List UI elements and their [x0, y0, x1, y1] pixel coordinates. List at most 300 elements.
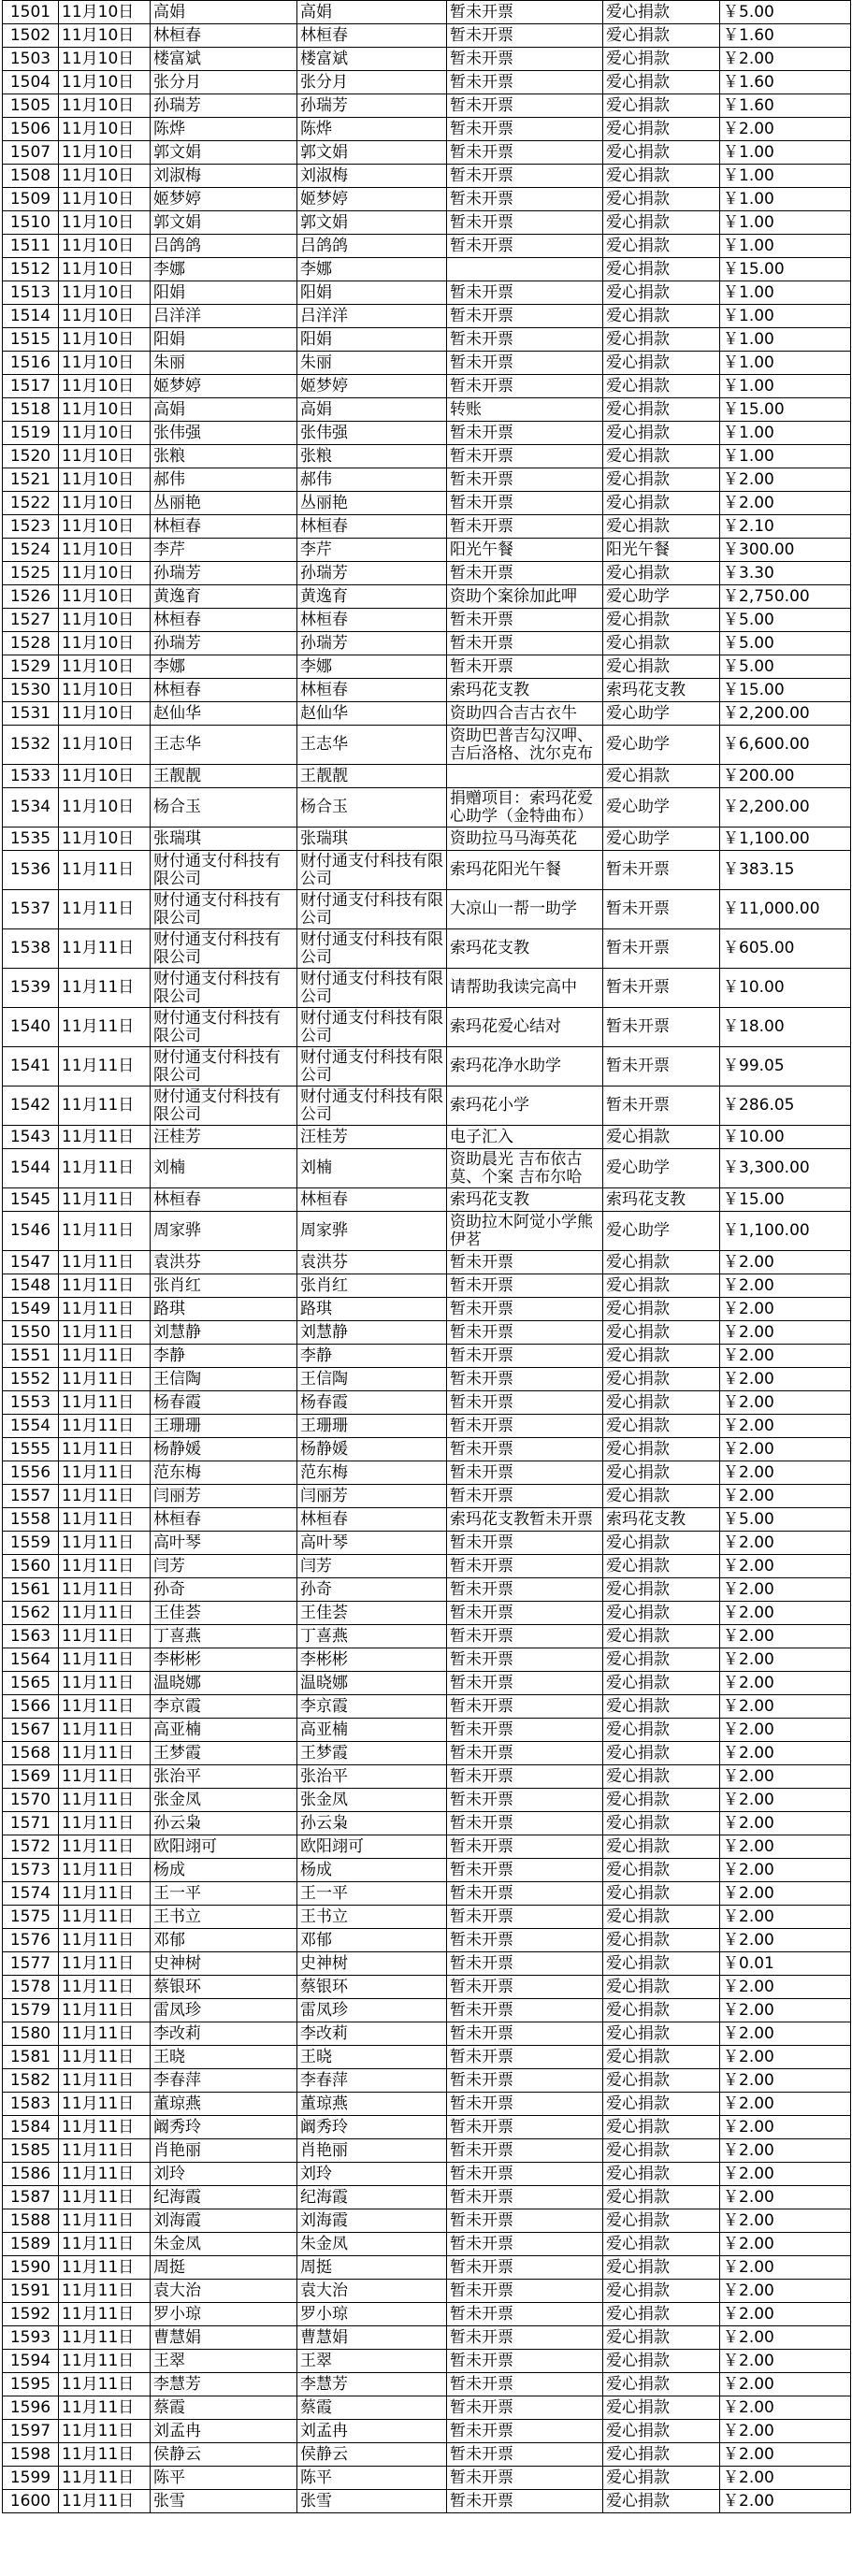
category-cell: 爱心捐款	[603, 562, 720, 585]
payer-name-cell: 丁喜燕	[297, 1625, 447, 1648]
note-cell: 暂未开票	[447, 188, 603, 211]
date-cell: 11月11日	[59, 1188, 151, 1212]
amount-cell: ￥286.05	[720, 1087, 851, 1126]
note-cell: 索玛花阳光午餐	[447, 851, 603, 890]
payer-name-cell: 张瑞琪	[297, 827, 447, 851]
note-cell: 电子汇入	[447, 1126, 603, 1149]
row-number-cell: 1583	[3, 2093, 59, 2116]
table-row	[3, 1274, 851, 1298]
payer-name-cell: 邓郁	[297, 1929, 447, 1952]
note-cell: 暂未开票	[447, 1906, 603, 1929]
table-row	[3, 1578, 851, 1602]
row-number-cell: 1586	[3, 2163, 59, 2186]
amount-cell: ￥2.00	[720, 2116, 851, 2139]
date-cell: 11月11日	[59, 1835, 151, 1859]
row-number-cell: 1579	[3, 1999, 59, 2022]
donor-name-cell: 吕鸽鸽	[151, 235, 297, 258]
note-cell: 暂未开票	[447, 1929, 603, 1952]
donor-name-cell: 杨合玉	[151, 788, 297, 827]
date-cell: 11月10日	[59, 679, 151, 702]
donor-name-cell: 邓郁	[151, 1929, 297, 1952]
note-cell: 暂未开票	[447, 1461, 603, 1485]
table-row	[3, 258, 851, 281]
table-row	[3, 2280, 851, 2303]
donor-name-cell: 高亚楠	[151, 1719, 297, 1742]
table-row	[3, 1087, 851, 1126]
date-cell: 11月10日	[59, 188, 151, 211]
category-cell: 爱心捐款	[603, 2280, 720, 2303]
category-cell: 爱心捐款	[603, 352, 720, 375]
amount-cell: ￥1.00	[720, 352, 851, 375]
table-row	[3, 1212, 851, 1251]
donor-name-cell: 袁大治	[151, 2280, 297, 2303]
donor-name-cell: 李静	[151, 1345, 297, 1368]
category-cell: 暂未开票	[603, 851, 720, 890]
category-cell: 爱心捐款	[603, 1695, 720, 1719]
table-row	[3, 1672, 851, 1695]
table-row	[3, 2233, 851, 2256]
category-cell: 爱心捐款	[603, 468, 720, 492]
date-cell: 11月10日	[59, 281, 151, 305]
note-cell: 暂未开票	[447, 1859, 603, 1882]
row-number-cell: 1574	[3, 1882, 59, 1906]
table-row	[3, 765, 851, 788]
date-cell: 11月11日	[59, 969, 151, 1008]
category-cell: 爱心捐款	[603, 1719, 720, 1742]
donor-name-cell: 王一平	[151, 1882, 297, 1906]
date-cell: 11月11日	[59, 2490, 151, 2513]
date-cell: 11月11日	[59, 1578, 151, 1602]
category-cell: 爱心捐款	[603, 1274, 720, 1298]
table-row	[3, 1149, 851, 1188]
amount-cell: ￥11,000.00	[720, 890, 851, 929]
row-number-cell: 1550	[3, 1321, 59, 1345]
payer-name-cell: 财付通支付科技有限公司	[297, 1008, 447, 1047]
note-cell: 暂未开票	[447, 1602, 603, 1625]
category-cell: 爱心捐款	[603, 1765, 720, 1789]
table-row	[3, 1976, 851, 1999]
note-cell: 暂未开票	[447, 1695, 603, 1719]
row-number-cell: 1581	[3, 2046, 59, 2069]
note-cell: 索玛花支教	[447, 929, 603, 969]
payer-name-cell: 张伟强	[297, 422, 447, 445]
payer-name-cell: 郝伟	[297, 468, 447, 492]
row-number-cell: 1552	[3, 1368, 59, 1391]
donor-name-cell: 董琼燕	[151, 2093, 297, 2116]
row-number-cell: 1571	[3, 1812, 59, 1835]
category-cell: 爱心捐款	[603, 1882, 720, 1906]
date-cell: 11月10日	[59, 24, 151, 48]
row-number-cell: 1600	[3, 2490, 59, 2513]
row-number-cell: 1565	[3, 1672, 59, 1695]
category-cell: 爱心捐款	[603, 1391, 720, 1415]
note-cell: 暂未开票	[447, 328, 603, 352]
amount-cell: ￥2.00	[720, 2046, 851, 2069]
amount-cell: ￥5.00	[720, 1508, 851, 1532]
date-cell: 11月10日	[59, 48, 151, 71]
table-row	[3, 2490, 851, 2513]
row-number-cell: 1563	[3, 1625, 59, 1648]
table-row	[3, 188, 851, 211]
table-row	[3, 1188, 851, 1212]
amount-cell: ￥15.00	[720, 258, 851, 281]
date-cell: 11月10日	[59, 422, 151, 445]
amount-cell: ￥2.00	[720, 1485, 851, 1508]
category-cell: 爱心助学	[603, 585, 720, 609]
payer-name-cell: 张金凤	[297, 1789, 447, 1812]
payer-name-cell: 财付通支付科技有限公司	[297, 969, 447, 1008]
payer-name-cell: 杨静媛	[297, 1438, 447, 1461]
table-row	[3, 281, 851, 305]
category-cell: 爱心捐款	[603, 2350, 720, 2373]
category-cell: 爱心捐款	[603, 1648, 720, 1672]
date-cell: 11月11日	[59, 2233, 151, 2256]
row-number-cell: 1567	[3, 1719, 59, 1742]
note-cell: 暂未开票	[447, 1415, 603, 1438]
note-cell: 暂未开票	[447, 2233, 603, 2256]
category-cell: 爱心捐款	[603, 2490, 720, 2513]
payer-name-cell: 阳娟	[297, 328, 447, 352]
category-cell: 爱心捐款	[603, 2233, 720, 2256]
amount-cell: ￥2.00	[720, 1648, 851, 1672]
donor-name-cell: 阳娟	[151, 328, 297, 352]
note-cell: 暂未开票	[447, 94, 603, 118]
note-cell: 暂未开票	[447, 2396, 603, 2420]
amount-cell: ￥1.00	[720, 328, 851, 352]
date-cell: 11月10日	[59, 71, 151, 94]
note-cell: 暂未开票	[447, 609, 603, 632]
table-row	[3, 1695, 851, 1719]
amount-cell: ￥1.60	[720, 94, 851, 118]
category-cell: 爱心捐款	[603, 48, 720, 71]
date-cell: 11月11日	[59, 2420, 151, 2443]
payer-name-cell: 阚秀玲	[297, 2116, 447, 2139]
row-number-cell: 1505	[3, 94, 59, 118]
table-row	[3, 1508, 851, 1532]
note-cell: 暂未开票	[447, 71, 603, 94]
payer-name-cell: 温晓娜	[297, 1672, 447, 1695]
row-number-cell: 1503	[3, 48, 59, 71]
amount-cell: ￥1.60	[720, 71, 851, 94]
note-cell: 暂未开票	[447, 1251, 603, 1274]
date-cell: 11月11日	[59, 2467, 151, 2490]
donor-name-cell: 王梦霞	[151, 1742, 297, 1765]
table-row	[3, 2069, 851, 2093]
note-cell: 索玛花净水助学	[447, 1047, 603, 1087]
category-cell: 爱心捐款	[603, 1602, 720, 1625]
note-cell: 暂未开票	[447, 2443, 603, 2467]
category-cell: 爱心捐款	[603, 2303, 720, 2326]
row-number-cell: 1598	[3, 2443, 59, 2467]
row-number-cell: 1507	[3, 141, 59, 165]
amount-cell: ￥2.00	[720, 2326, 851, 2350]
table-row	[3, 609, 851, 632]
amount-cell: ￥2.00	[720, 1672, 851, 1695]
payer-name-cell: 孙奇	[297, 1578, 447, 1602]
row-number-cell: 1596	[3, 2396, 59, 2420]
payer-name-cell: 高叶琴	[297, 1532, 447, 1555]
note-cell: 暂未开票	[447, 2022, 603, 2046]
donor-name-cell: 林桓春	[151, 1188, 297, 1212]
table-row	[3, 539, 851, 562]
category-cell: 爱心捐款	[603, 1126, 720, 1149]
donor-name-cell: 王书立	[151, 1906, 297, 1929]
table-row	[3, 1485, 851, 1508]
payer-name-cell: 肖艳丽	[297, 2139, 447, 2163]
payer-name-cell: 袁洪芬	[297, 1251, 447, 1274]
category-cell: 爱心捐款	[603, 2046, 720, 2069]
payer-name-cell: 罗小琼	[297, 2303, 447, 2326]
category-cell: 爱心助学	[603, 788, 720, 827]
row-number-cell: 1534	[3, 788, 59, 827]
note-cell: 暂未开票	[447, 375, 603, 398]
donor-name-cell: 闫芳	[151, 1555, 297, 1578]
payer-name-cell: 李改莉	[297, 2022, 447, 2046]
donor-name-cell: 郭文娟	[151, 141, 297, 165]
row-number-cell: 1548	[3, 1274, 59, 1298]
payer-name-cell: 杨成	[297, 1859, 447, 1882]
category-cell: 爱心捐款	[603, 609, 720, 632]
row-number-cell: 1523	[3, 515, 59, 539]
payer-name-cell: 史神树	[297, 1952, 447, 1976]
donor-name-cell: 李改莉	[151, 2022, 297, 2046]
date-cell: 11月10日	[59, 765, 151, 788]
amount-cell: ￥2,750.00	[720, 585, 851, 609]
payer-name-cell: 刘慧静	[297, 1321, 447, 1345]
category-cell: 爱心捐款	[603, 2443, 720, 2467]
table-row	[3, 702, 851, 726]
amount-cell: ￥2.00	[720, 48, 851, 71]
payer-name-cell: 张治平	[297, 1765, 447, 1789]
table-row	[3, 788, 851, 827]
amount-cell: ￥2.00	[720, 1298, 851, 1321]
donor-name-cell: 王佳荟	[151, 1602, 297, 1625]
payer-name-cell: 范东梅	[297, 1461, 447, 1485]
category-cell: 暂未开票	[603, 969, 720, 1008]
table-row	[3, 890, 851, 929]
row-number-cell: 1585	[3, 2139, 59, 2163]
date-cell: 11月11日	[59, 929, 151, 969]
payer-name-cell: 李娜	[297, 655, 447, 679]
payer-name-cell: 朱丽	[297, 352, 447, 375]
row-number-cell: 1525	[3, 562, 59, 585]
date-cell: 11月10日	[59, 702, 151, 726]
note-cell: 暂未开票	[447, 2303, 603, 2326]
payer-name-cell: 刘楠	[297, 1149, 447, 1188]
category-cell: 爱心捐款	[603, 1929, 720, 1952]
table-row	[3, 24, 851, 48]
category-cell: 爱心捐款	[603, 24, 720, 48]
category-cell: 爱心捐款	[603, 1789, 720, 1812]
amount-cell: ￥2.00	[720, 1625, 851, 1648]
donor-name-cell: 雷凤珍	[151, 1999, 297, 2022]
date-cell: 11月10日	[59, 235, 151, 258]
table-row	[3, 1765, 851, 1789]
category-cell: 爱心捐款	[603, 422, 720, 445]
table-row	[3, 2373, 851, 2396]
amount-cell: ￥2.00	[720, 492, 851, 515]
donor-name-cell: 李娜	[151, 258, 297, 281]
table-row	[3, 1251, 851, 1274]
date-cell: 11月11日	[59, 1251, 151, 1274]
amount-cell: ￥1.60	[720, 24, 851, 48]
donor-name-cell: 财付通支付科技有限公司	[151, 1008, 297, 1047]
row-number-cell: 1576	[3, 1929, 59, 1952]
row-number-cell: 1582	[3, 2069, 59, 2093]
table-row	[3, 1532, 851, 1555]
date-cell: 11月10日	[59, 258, 151, 281]
note-cell: 暂未开票	[447, 2046, 603, 2069]
category-cell: 爱心捐款	[603, 1461, 720, 1485]
payer-name-cell: 董琼燕	[297, 2093, 447, 2116]
note-cell: 暂未开票	[447, 1976, 603, 1999]
row-number-cell: 1551	[3, 1345, 59, 1368]
category-cell: 爱心捐款	[603, 1298, 720, 1321]
date-cell: 11月11日	[59, 1008, 151, 1047]
date-cell: 11月11日	[59, 1485, 151, 1508]
row-number-cell: 1529	[3, 655, 59, 679]
donor-name-cell: 范东梅	[151, 1461, 297, 1485]
amount-cell: ￥15.00	[720, 398, 851, 422]
payer-name-cell: 蔡霞	[297, 2396, 447, 2420]
payer-name-cell: 林桓春	[297, 679, 447, 702]
donor-name-cell: 王翠	[151, 2350, 297, 2373]
note-cell: 暂未开票	[447, 1882, 603, 1906]
donor-name-cell: 刘淑梅	[151, 165, 297, 188]
table-row	[3, 48, 851, 71]
note-cell: 暂未开票	[447, 24, 603, 48]
note-cell: 暂未开票	[447, 1672, 603, 1695]
date-cell: 11月11日	[59, 1321, 151, 1345]
amount-cell: ￥10.00	[720, 969, 851, 1008]
amount-cell: ￥15.00	[720, 679, 851, 702]
note-cell: 暂未开票	[447, 2280, 603, 2303]
payer-name-cell: 林桓春	[297, 1508, 447, 1532]
date-cell: 11月11日	[59, 2303, 151, 2326]
row-number-cell: 1549	[3, 1298, 59, 1321]
payer-name-cell: 纪海霞	[297, 2186, 447, 2209]
row-number-cell: 1572	[3, 1835, 59, 1859]
donor-name-cell: 高娟	[151, 398, 297, 422]
category-cell: 爱心捐款	[603, 375, 720, 398]
row-number-cell: 1511	[3, 235, 59, 258]
category-cell: 爱心捐款	[603, 1578, 720, 1602]
amount-cell: ￥1.00	[720, 422, 851, 445]
note-cell: 捐赠项目：索玛花爱心助学（金特曲布）	[447, 788, 603, 827]
amount-cell: ￥5.00	[720, 632, 851, 655]
category-cell: 爱心捐款	[603, 2069, 720, 2093]
date-cell: 11月11日	[59, 2396, 151, 2420]
donor-name-cell: 刘海霞	[151, 2209, 297, 2233]
note-cell: 暂未开票	[447, 281, 603, 305]
amount-cell: ￥1.00	[720, 188, 851, 211]
category-cell: 爱心捐款	[603, 328, 720, 352]
row-number-cell: 1562	[3, 1602, 59, 1625]
category-cell: 爱心捐款	[603, 1368, 720, 1391]
amount-cell: ￥2.00	[720, 2420, 851, 2443]
amount-cell: ￥2.00	[720, 2022, 851, 2046]
row-number-cell: 1541	[3, 1047, 59, 1087]
payer-name-cell: 陈烨	[297, 118, 447, 141]
table-row	[3, 2467, 851, 2490]
category-cell: 爱心捐款	[603, 398, 720, 422]
row-number-cell: 1584	[3, 2116, 59, 2139]
table-row	[3, 585, 851, 609]
row-number-cell: 1531	[3, 702, 59, 726]
donor-name-cell: 财付通支付科技有限公司	[151, 851, 297, 890]
row-number-cell: 1587	[3, 2186, 59, 2209]
row-number-cell: 1589	[3, 2233, 59, 2256]
payer-name-cell: 郭文娟	[297, 141, 447, 165]
amount-cell: ￥2.00	[720, 1461, 851, 1485]
note-cell: 索玛花支教	[447, 1188, 603, 1212]
category-cell: 爱心捐款	[603, 2139, 720, 2163]
date-cell: 11月10日	[59, 468, 151, 492]
date-cell: 11月10日	[59, 398, 151, 422]
amount-cell: ￥2.00	[720, 1532, 851, 1555]
donor-name-cell: 李慧芳	[151, 2373, 297, 2396]
category-cell: 爱心捐款	[603, 305, 720, 328]
payer-name-cell: 刘玲	[297, 2163, 447, 2186]
amount-cell: ￥2.00	[720, 1368, 851, 1391]
category-cell: 爱心捐款	[603, 1976, 720, 1999]
category-cell: 暂未开票	[603, 1008, 720, 1047]
amount-cell: ￥2.00	[720, 1976, 851, 1999]
date-cell: 11月11日	[59, 1719, 151, 1742]
date-cell: 11月11日	[59, 1625, 151, 1648]
table-row	[3, 118, 851, 141]
amount-cell: ￥0.01	[720, 1952, 851, 1976]
date-cell: 11月10日	[59, 328, 151, 352]
payer-name-cell: 财付通支付科技有限公司	[297, 1087, 447, 1126]
row-number-cell: 1536	[3, 851, 59, 890]
category-cell: 爱心捐款	[603, 1555, 720, 1578]
donor-name-cell: 张治平	[151, 1765, 297, 1789]
donor-name-cell: 罗小琼	[151, 2303, 297, 2326]
note-cell: 暂未开票	[447, 1368, 603, 1391]
date-cell: 11月10日	[59, 211, 151, 235]
note-cell: 暂未开票	[447, 1812, 603, 1835]
category-cell: 爱心捐款	[603, 141, 720, 165]
category-cell: 索玛花支教	[603, 1188, 720, 1212]
row-number-cell: 1543	[3, 1126, 59, 1149]
row-number-cell: 1590	[3, 2256, 59, 2280]
payer-name-cell: 王信陶	[297, 1368, 447, 1391]
table-row	[3, 2022, 851, 2046]
row-number-cell: 1510	[3, 211, 59, 235]
category-cell: 爱心捐款	[603, 1906, 720, 1929]
amount-cell: ￥2.00	[720, 1555, 851, 1578]
date-cell: 11月11日	[59, 1976, 151, 1999]
amount-cell: ￥200.00	[720, 765, 851, 788]
donor-name-cell: 阚秀玲	[151, 2116, 297, 2139]
table-row	[3, 1368, 851, 1391]
note-cell: 暂未开票	[447, 562, 603, 585]
donor-name-cell: 刘楠	[151, 1149, 297, 1188]
row-number-cell: 1518	[3, 398, 59, 422]
donor-name-cell: 张伟强	[151, 422, 297, 445]
note-cell: 资助个案徐加此呷	[447, 585, 603, 609]
amount-cell: ￥2.00	[720, 1321, 851, 1345]
date-cell: 11月11日	[59, 2046, 151, 2069]
date-cell: 11月10日	[59, 609, 151, 632]
payer-name-cell: 李京霞	[297, 1695, 447, 1719]
payer-name-cell: 刘孟冉	[297, 2420, 447, 2443]
row-number-cell: 1595	[3, 2373, 59, 2396]
category-cell: 爱心捐款	[603, 2396, 720, 2420]
payer-name-cell: 孙瑞芳	[297, 632, 447, 655]
category-cell: 爱心捐款	[603, 1742, 720, 1765]
